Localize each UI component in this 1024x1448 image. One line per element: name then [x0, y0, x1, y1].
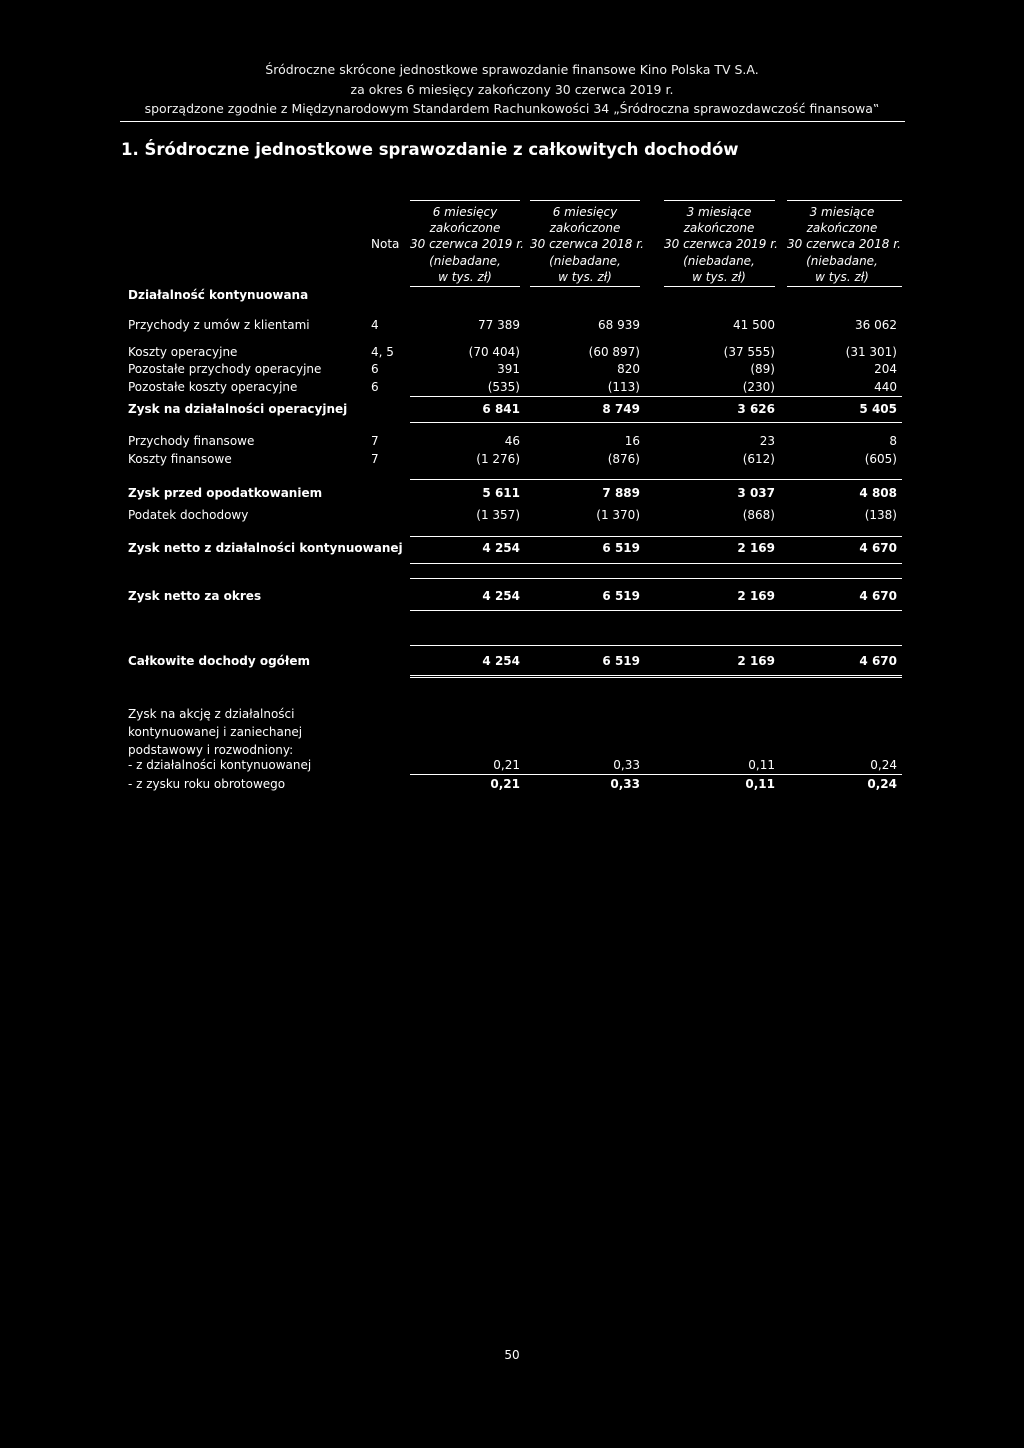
eps-label: Zysk na akcję z działalności kontynuowanej i zaniechanej podstawowy i rozwodniony: [128, 707, 303, 757]
subtotal-rule [410, 578, 902, 579]
column-header-3: 3 miesiące zakończone 30 czerwca 2019 r. (niebadane, w tys. zł) [664, 205, 778, 284]
subtotal-rule [410, 396, 902, 397]
section-label: Działalność kontynuowana [128, 288, 309, 302]
total-rule [410, 422, 902, 423]
column-header-2: 6 miesięcy zakończone 30 czerwca 2018 r. (niebadane, w tys. zł) [530, 205, 644, 284]
col-header-top-rule [410, 200, 520, 201]
subtotal-rule [410, 479, 902, 480]
report-header-line1: Śródroczne skrócone jednostkowe sprawozdanie finansowe Kino Polska TV S.A. [265, 62, 759, 77]
report-header-line2: za okres 6 miesięcy zakończony 30 czerwca 2019 r. [350, 82, 674, 97]
statement-title: 1. Śródroczne jednostkowe sprawozdanie z całkowitych dochodów [121, 140, 739, 159]
total-rule [410, 610, 902, 611]
total-rule [410, 563, 902, 564]
header-divider [120, 121, 905, 122]
column-header-1: 6 miesięcy zakończone 30 czerwca 2019 r. (niebadane, w tys. zł) [410, 205, 524, 284]
col-header-bottom-rule [664, 286, 775, 287]
col-header-bottom-rule [410, 286, 520, 287]
page-number: 50 [504, 1348, 520, 1362]
grand-total-double-rule [410, 675, 902, 678]
col-header-bottom-rule [530, 286, 640, 287]
subtotal-rule [410, 645, 902, 646]
col-header-top-rule [664, 200, 775, 201]
nota-column-header: Nota [371, 237, 400, 251]
col-header-top-rule [530, 200, 640, 201]
report-header-line3: sporządzone zgodnie z Międzynarodowym Standardem Rachunkowości 34 „Śródroczna sprawozdawczość finansowa‟ [144, 101, 880, 116]
col-header-bottom-rule [787, 286, 902, 287]
column-header-4: 3 miesiące zakończone 30 czerwca 2018 r. (niebadane, w tys. zł) [787, 205, 901, 284]
col-header-top-rule [787, 200, 902, 201]
subtotal-rule [410, 536, 902, 537]
